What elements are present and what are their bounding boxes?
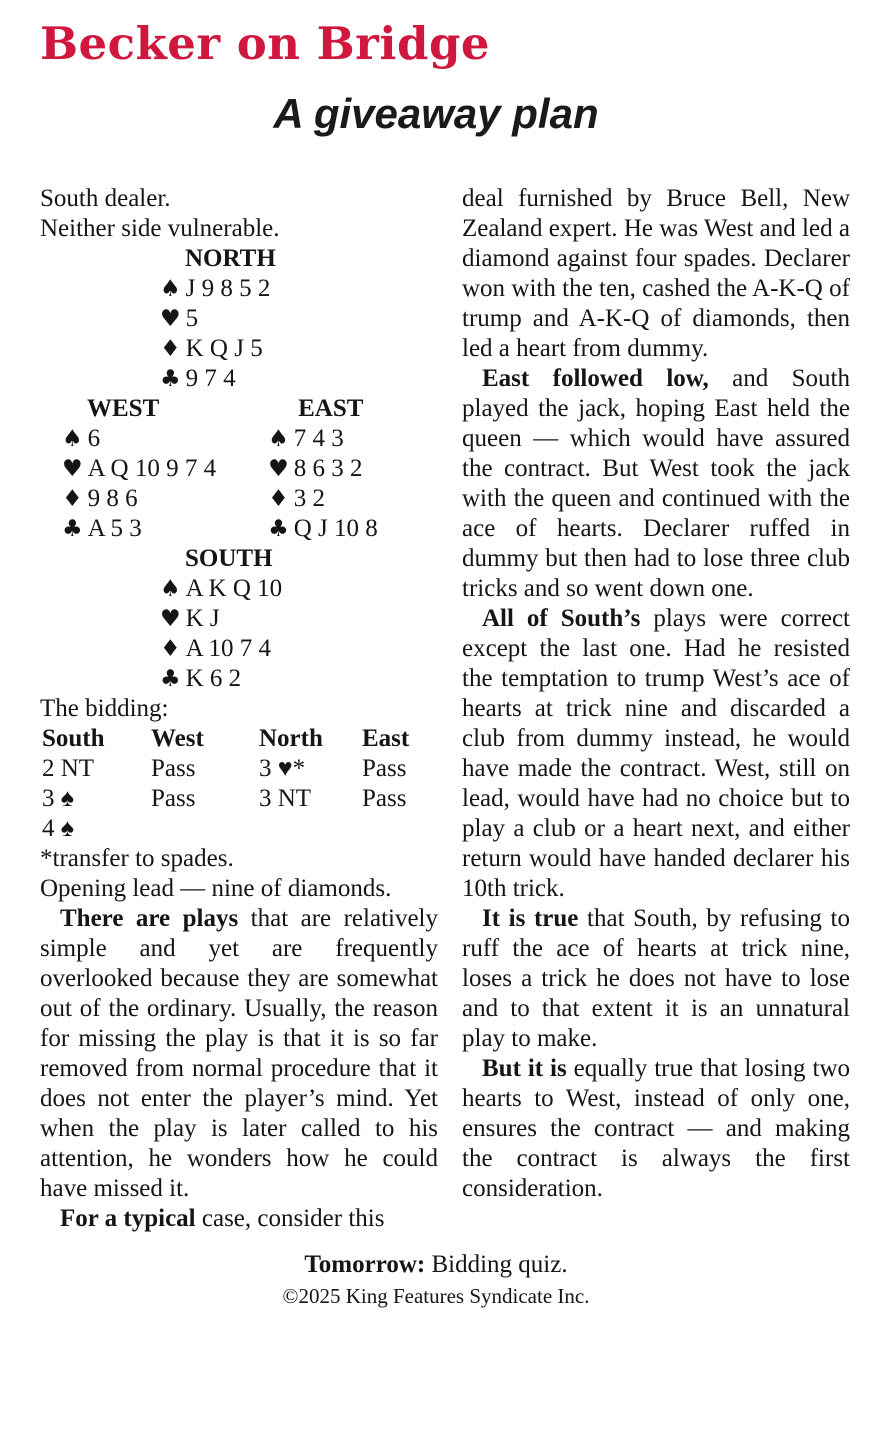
north-diamonds-cards: K Q J 5 [185, 335, 263, 362]
east-diamonds-line [268, 484, 438, 514]
right-column [462, 184, 850, 1234]
paragraph-text: that South, by refusing to ruff the ace of hearts at trick nine, loses a trick he does not have to lose and to that extent it is an unnatural play to make. [462, 905, 850, 1052]
east-spades-line [268, 424, 438, 454]
spade-icon: ♠ [160, 276, 181, 302]
dealer-line: South dealer. [40, 185, 171, 212]
north-clubs-line [160, 364, 438, 394]
club-icon: ♣ [62, 516, 83, 542]
north-label: NORTH [185, 245, 276, 272]
column-footer [0, 1250, 872, 1309]
bidding-header-east: East [362, 725, 410, 752]
west-east-hands [40, 394, 438, 544]
north-spades-cards: J 9 8 5 2 [185, 275, 271, 302]
paragraph-lead-in: But it is [482, 1055, 567, 1082]
article-paragraph [462, 904, 850, 1054]
bid-cell: Pass [362, 785, 407, 812]
article-paragraph [462, 1054, 850, 1204]
article-paragraph [462, 184, 850, 364]
paragraph-lead-in: It is true [482, 905, 579, 932]
east-clubs-line [268, 514, 438, 544]
bid-cell: 3 ♥* [259, 755, 306, 782]
bidding-intro: The bidding: [40, 695, 169, 722]
bid-cell: Pass [151, 755, 196, 782]
west-label: WEST [87, 395, 160, 422]
south-spades-line [160, 574, 438, 604]
west-hearts-cards: A Q 10 9 7 4 [87, 455, 217, 482]
bridge-column-page [0, 18, 872, 1430]
east-hearts-cards: 8 6 3 2 [293, 455, 363, 482]
article-body [40, 184, 850, 1234]
bid-cell: Pass [151, 785, 196, 812]
column-masthead-title: Becker on Bridge [40, 17, 491, 70]
bid-cell [259, 814, 362, 844]
north-hand [160, 244, 438, 394]
west-diamonds-line [62, 484, 268, 514]
south-label: SOUTH [185, 545, 273, 572]
article-paragraph [40, 904, 438, 1204]
heart-icon: ♥ [160, 306, 181, 332]
paragraph-lead-in: There are plays [60, 905, 239, 932]
east-spades-cards: 7 4 3 [293, 425, 344, 452]
club-icon: ♣ [160, 666, 181, 692]
bidding-footnote: *transfer to spades. [40, 845, 234, 872]
bidding-header-north: North [259, 725, 323, 752]
bid-cell: Pass [362, 755, 407, 782]
diamond-icon: ♦ [160, 336, 181, 362]
article-paragraph [462, 364, 850, 604]
bid-cell: 2 NT [42, 755, 95, 782]
diamond-icon: ♦ [268, 486, 289, 512]
tomorrow-label: Tomorrow: [304, 1251, 426, 1278]
vulnerability-line: Neither side vulnerable. [40, 215, 280, 242]
paragraph-text: deal furnished by Bruce Bell, New Zealand expert. He was West and led a diamond against four spades. Declarer won with the ten, cashed the A-K-Q of trump and A-K-Q of diamonds, then led a heart from dummy. [462, 185, 850, 362]
east-clubs-cards: Q J 10 8 [293, 515, 378, 542]
club-icon: ♣ [160, 366, 181, 392]
spade-icon: ♠ [268, 426, 289, 452]
west-clubs-cards: A 5 3 [87, 515, 142, 542]
left-column [40, 184, 438, 1234]
paragraph-text: that are relatively simple and yet are frequently overlooked because they are somewhat out of the ordinary. Usually, the reason for missing the play is that it is so far removed from normal procedure that it does not enter the player’s mind. Yet when the play is later called to his attention, he wonders how he could have missed it. [40, 905, 438, 1202]
club-icon: ♣ [268, 516, 289, 542]
article-paragraph [462, 604, 850, 904]
east-diamonds-cards: 3 2 [293, 485, 325, 512]
east-hearts-line [268, 454, 438, 484]
tomorrow-text: Bidding quiz. [425, 1251, 568, 1278]
south-clubs-cards: K 6 2 [185, 665, 242, 692]
paragraph-text: case, consider this [195, 1205, 385, 1232]
south-diamonds-cards: A 10 7 4 [185, 635, 272, 662]
south-spades-cards: A K Q 10 [185, 575, 283, 602]
bid-cell: 4 ♠ [42, 815, 75, 842]
east-label: EAST [298, 395, 364, 422]
north-clubs-cards: 9 7 4 [185, 365, 236, 392]
north-spades-line [160, 274, 438, 304]
opening-lead-line: Opening lead — nine of diamonds. [40, 875, 392, 902]
paragraph-text: and South played the jack, hoping East held the queen — which would have assured the contract. But West took the jack with the queen and continued with the ace of hearts. Declarer ruffed in dummy but then had to lose three club tricks and so went down one. [462, 365, 851, 602]
bid-cell [151, 814, 259, 844]
south-diamonds-line [160, 634, 438, 664]
bid-cell: 3 NT [259, 785, 312, 812]
heart-icon: ♥ [62, 456, 83, 482]
north-hearts-line [160, 304, 438, 334]
paragraph-text: plays were correct except the last one. Had he resisted the temptation to trump West’s ace of hearts at trick nine and discarded a club from dummy instead, he would have made the contract. West, still on lead, would have had no choice but to play a club or a heart next, and either return would have handed declarer his 10th trick. [462, 605, 850, 902]
heart-icon: ♥ [268, 456, 289, 482]
diamond-icon: ♦ [160, 636, 181, 662]
west-spades-line [62, 424, 268, 454]
south-hand [160, 544, 438, 694]
west-spades-cards: 6 [87, 425, 101, 452]
spade-icon: ♠ [160, 576, 181, 602]
bidding-header-south: South [42, 725, 105, 752]
bidding-header-west: West [151, 725, 204, 752]
bid-cell: 3 ♠ [42, 785, 75, 812]
south-clubs-line [160, 664, 438, 694]
south-hearts-cards: K J [185, 605, 220, 632]
paragraph-lead-in: All of South’s [482, 605, 641, 632]
bid-cell [362, 814, 438, 844]
spade-icon: ♠ [62, 426, 83, 452]
heart-icon: ♥ [160, 606, 181, 632]
north-hearts-cards: 5 [185, 305, 199, 332]
west-hearts-line [62, 454, 268, 484]
west-diamonds-cards: 9 8 6 [87, 485, 138, 512]
west-clubs-line [62, 514, 268, 544]
north-diamonds-line [160, 334, 438, 364]
paragraph-lead-in: For a typical [60, 1205, 196, 1232]
paragraph-text: equally true that losing two hearts to West, instead of only one, ensures the contract — and making the contract is always the first consideration. [462, 1055, 850, 1202]
article-title: A giveaway plan [273, 90, 599, 137]
article-paragraph [40, 1204, 438, 1234]
west-hand [62, 394, 268, 544]
tomorrow-line [0, 1250, 872, 1280]
bidding-table [42, 724, 438, 844]
east-hand [268, 394, 438, 544]
paragraph-lead-in: East followed low, [482, 365, 709, 392]
south-hearts-line [160, 604, 438, 634]
diamond-icon: ♦ [62, 486, 83, 512]
copyright-line: ©2025 King Features Syndicate Inc. [282, 1284, 590, 1308]
